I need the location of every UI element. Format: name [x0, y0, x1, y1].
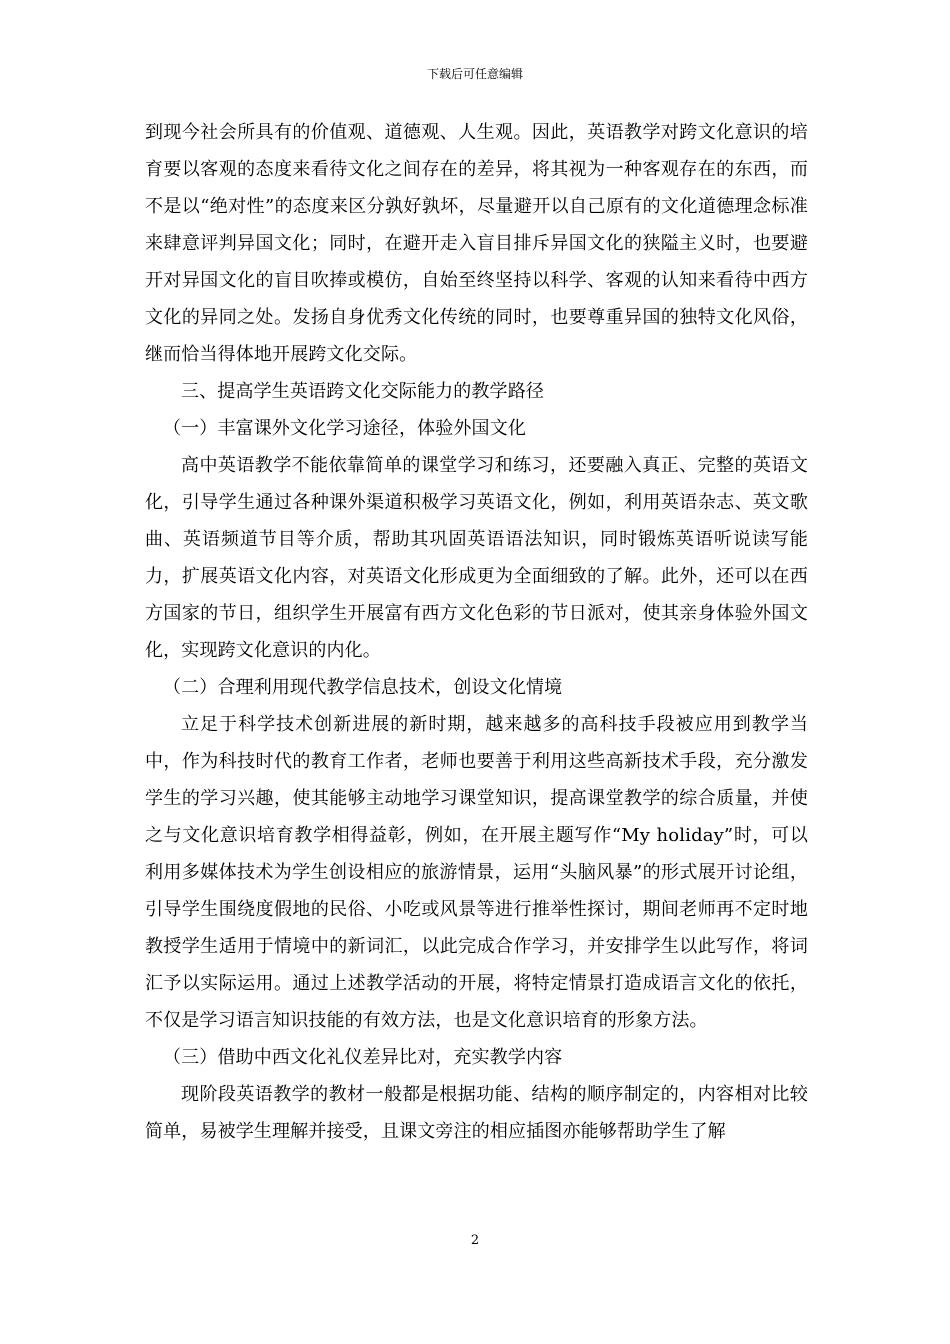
paragraph-continuation: 到现今社会所具有的价值观、道德观、人生观。因此，英语教学对跨文化意识的培育要以客观的态度来看待文化之间存在的差异，将其视为一种客观存在的东西，而不是以“绝对性”的态度来区分孰好孰坏，尽量避开以自己原有的文化道德理念标准来肆意评判异国文化；同时，在避开走入盲目排斥异国文化的狭隘主义时，也要避开对异国文化的盲目吹捧或模仿，自始至终坚持以科学、客观的认知来看待中西方文化的异同之处。发扬自身优秀文化传统的同时，也要尊重异国的独特文化风俗，继而恰当得体地开展跨文化交际。 [145, 122, 808, 365]
section-heading: 三、提高学生英语跨文化交际能力的教学路径 [181, 381, 544, 402]
paragraph-technology: 立足于科学技术创新进展的新时期，越来越多的高科技手段被应用到教学当中，作为科技时代的教育工作者，老师也要善于利用这些高新技术手段，充分激发学生的学习兴趣，使其能够主动地学习课堂知识，提高课堂教学的综合质量，并使之与文化意识培育教学相得益彰，例如，在开展主题写作“My holiday”时，可以利用多媒体技术为学生创设相应的旅游情景，运用“头脑风暴”的形式展开讨论组，引导学生围绕度假地的民俗、小吃或风景等进行推举性探讨，期间老师再不定时地教授学生适用于情境中的新词汇，以此完成合作学习，并安排学生以此写作，将词汇予以实际运用。通过上述教学活动的开展，将特定情景打造成语言文化的依托，不仅是学习语言知识技能的有效方法，也是文化意识培育的形象方法。 [145, 714, 808, 1031]
paragraph-textbook: 现阶段英语教学的教材一般都是根据功能、结构的顺序制定的，内容相对比较简单，易被学生理解并接受，且课文旁注的相应插图亦能够帮助学生了解 [145, 1084, 808, 1142]
document-body [145, 114, 808, 1150]
subsection-heading-1: （一）丰富课外文化学习途径，体验外国文化 [163, 418, 526, 439]
page-number: 2 [470, 1233, 480, 1248]
paragraph-extracurricular: 高中英语教学不能依靠简单的课堂学习和练习，还要融入真正、完整的英语文化，引导学生通过各种课外渠道积极学习英语文化，例如，利用英语杂志、英文歌曲、英语频道节目等介质，帮助其巩固英语语法知识，同时锻炼英语听说读写能力，扩展英语文化内容，对英语文化形成更为全面细致的了解。此外，还可以在西方国家的节日，组织学生开展富有西方文化色彩的节日派对，使其亲身体验外国文化，实现跨文化意识的内化。 [145, 455, 808, 661]
page-header: 下载后可任意编辑 [426, 67, 523, 81]
subsection-heading-2: （二）合理利用现代教学信息技术，创设文化情境 [163, 677, 563, 698]
subsection-heading-3: （三）借助中西文化礼仪差异比对，充实教学内容 [163, 1047, 563, 1068]
